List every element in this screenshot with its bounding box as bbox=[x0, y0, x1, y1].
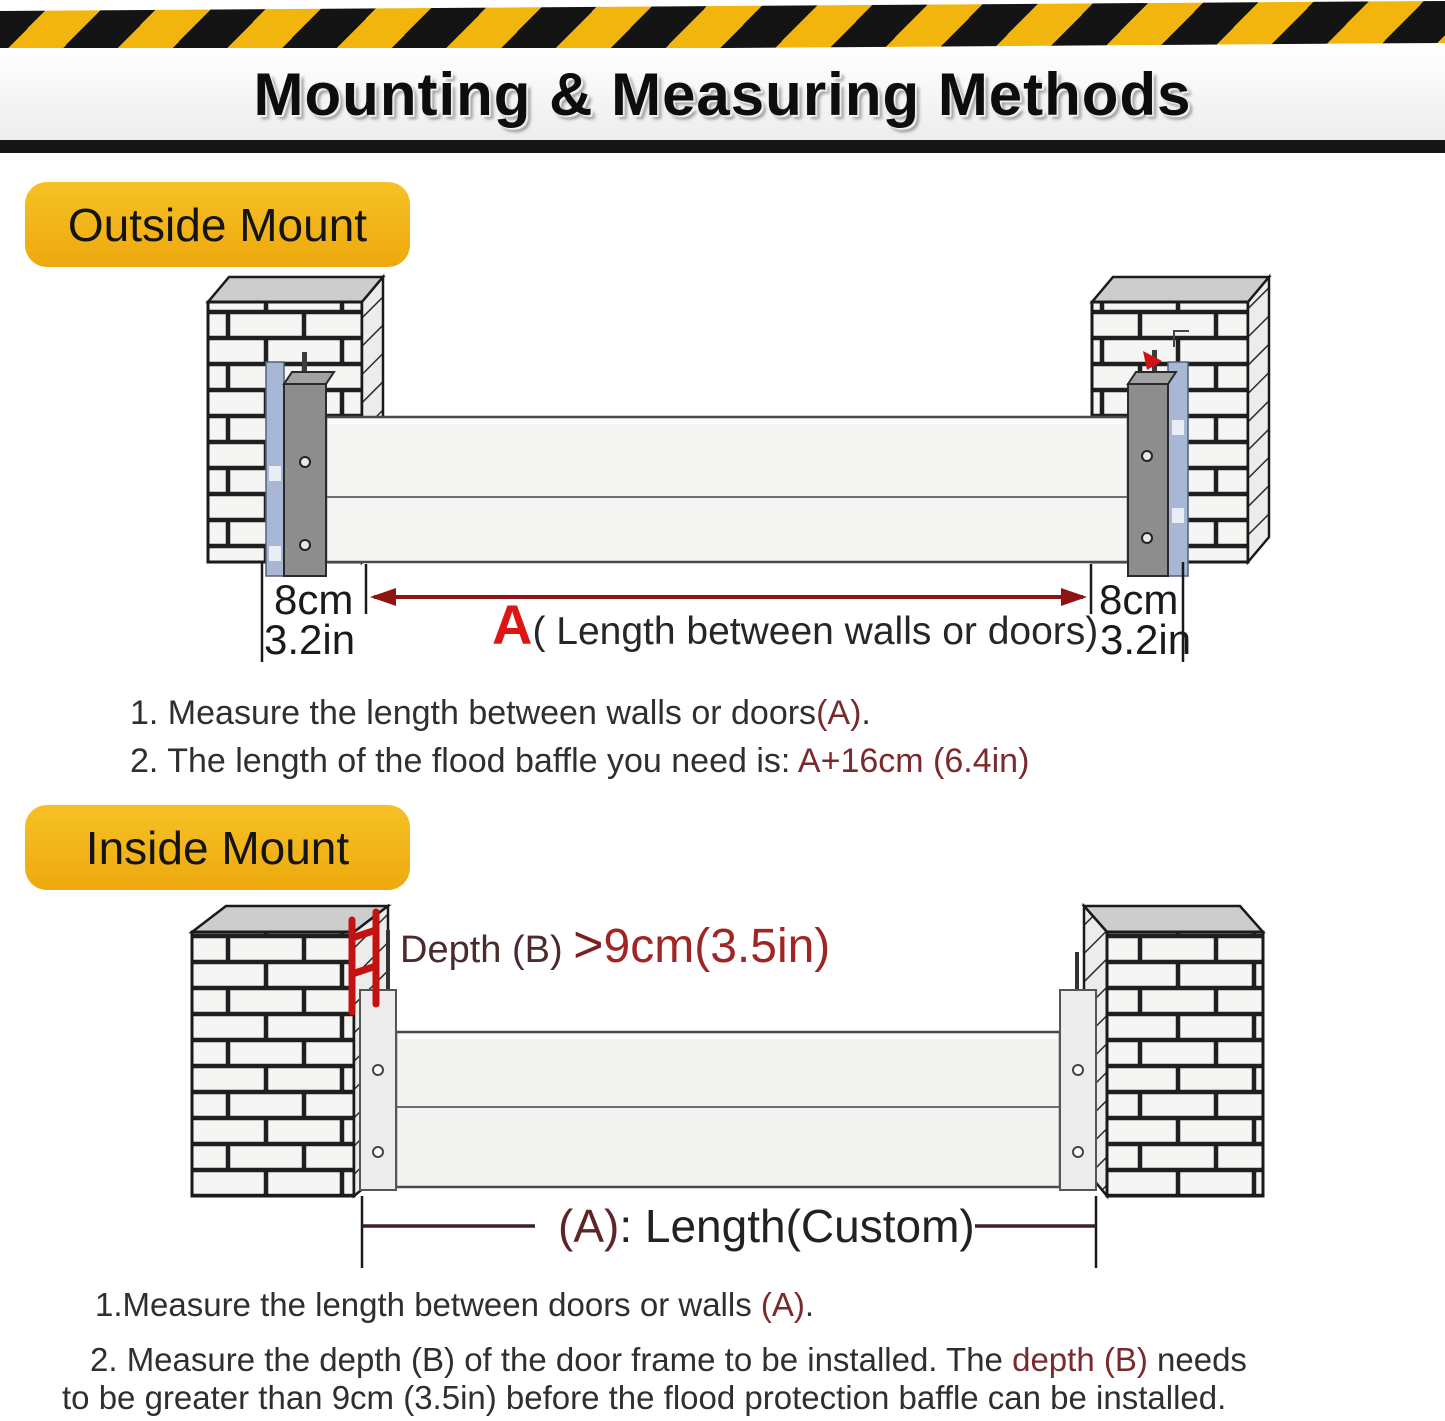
inside-mount-diagram bbox=[0, 895, 1445, 1275]
inside-step-2-end: needs bbox=[1147, 1341, 1247, 1378]
outside-step-1-highlight: (A) bbox=[816, 694, 862, 732]
span-label-text: ( Length between walls or doors) bbox=[532, 610, 1099, 653]
inside-mount-badge-label: Inside Mount bbox=[85, 821, 350, 874]
span-arrow-icon bbox=[370, 588, 1087, 606]
length-label-text: : Length(Custom) bbox=[619, 1200, 975, 1252]
flood-barrier-panel bbox=[326, 417, 1128, 562]
outside-step-2 bbox=[130, 742, 1029, 781]
inside-dimensions bbox=[362, 1196, 1096, 1268]
inside-step-2-line-1 bbox=[90, 1341, 1247, 1379]
brick-pillar-right bbox=[1084, 906, 1263, 1196]
outside-step-2-text: 2. The length of the flood baffle you need is: bbox=[130, 742, 798, 780]
page-title: Mounting & Measuring Methods bbox=[253, 60, 1192, 128]
brick-pillar-left bbox=[192, 906, 388, 1196]
length-label bbox=[558, 1200, 975, 1252]
inside-step-2-text: 2. Measure the depth (B) of the door frame to be installed. The bbox=[90, 1341, 1013, 1378]
inside-step-1-highlight: (A) bbox=[760, 1286, 805, 1323]
title-divider-bar bbox=[0, 140, 1445, 153]
depth-gt-sign: > bbox=[573, 916, 604, 974]
outside-dimensions bbox=[262, 562, 1191, 663]
depth-label-text: Depth (B) bbox=[400, 929, 574, 971]
depth-value: 9cm(3.5in) bbox=[603, 920, 831, 973]
outside-step-1 bbox=[130, 694, 871, 733]
outside-step-1-end: . bbox=[861, 694, 871, 732]
inside-step-1 bbox=[95, 1286, 814, 1324]
outside-mount-diagram bbox=[0, 260, 1445, 680]
title-band bbox=[0, 48, 1445, 140]
outside-step-1-text: 1. Measure the length between walls or doors bbox=[130, 694, 817, 732]
span-letter: A bbox=[492, 593, 533, 656]
left-offset-cm: 8cm bbox=[274, 576, 354, 623]
inside-step-1-end: . bbox=[804, 1286, 815, 1323]
hazard-stripe-banner bbox=[0, 1, 1445, 53]
length-highlight: (A) bbox=[558, 1200, 620, 1252]
right-offset-in: 3.2in bbox=[1100, 616, 1192, 663]
left-offset-in: 3.2in bbox=[264, 616, 356, 663]
mounting-channel-left bbox=[266, 352, 334, 576]
inside-step-2-highlight: depth (B) bbox=[1012, 1341, 1148, 1378]
inside-step-1-text: 1.Measure the length between doors or walls bbox=[95, 1286, 761, 1323]
outside-mount-badge-label: Outside Mount bbox=[67, 198, 368, 251]
inside-step-2-line-2 bbox=[62, 1379, 1226, 1417]
depth-label bbox=[400, 916, 830, 974]
inside-step-2-line-2-text: to be greater than 9cm (3.5in) before the flood protection baffle can be installed. bbox=[62, 1379, 1227, 1416]
right-offset-cm: 8cm bbox=[1099, 576, 1179, 623]
outside-step-2-highlight: A+16cm (6.4in) bbox=[797, 742, 1030, 780]
span-label bbox=[492, 593, 1098, 656]
inside-mount-badge bbox=[25, 805, 410, 890]
flood-barrier-panel bbox=[396, 1032, 1060, 1187]
outside-mount-badge bbox=[25, 182, 410, 267]
